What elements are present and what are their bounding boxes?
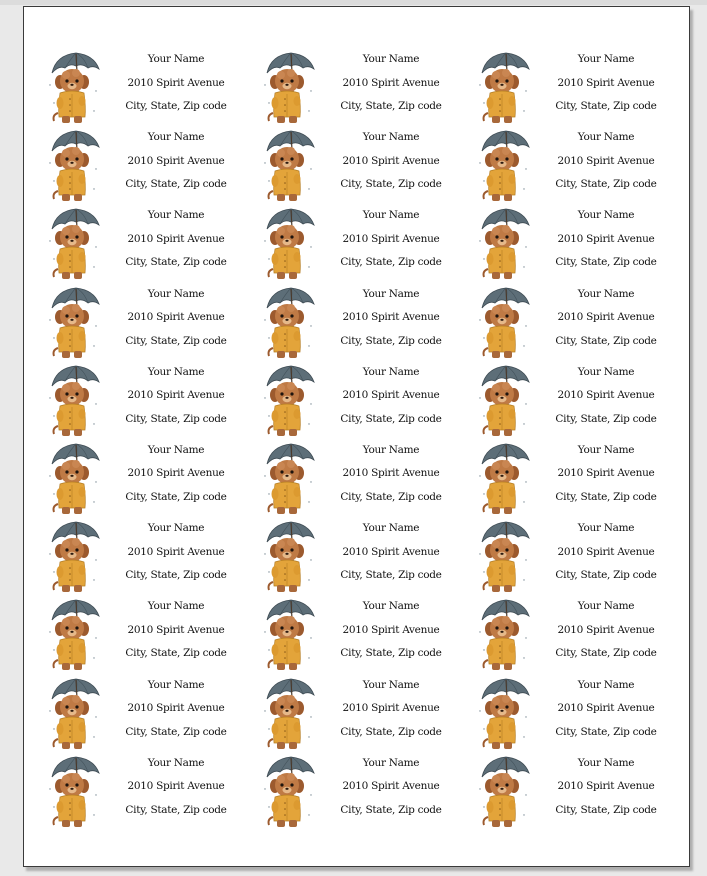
address-block (335, 282, 447, 354)
city-state-zip-line: City, State, Zip code (340, 803, 442, 816)
street-line: 2010 Spirit Avenue (342, 232, 440, 245)
bear-umbrella-icon (46, 755, 100, 829)
city-state-zip-line: City, State, Zip code (125, 412, 227, 425)
address-label[interactable] (474, 360, 689, 438)
bear-umbrella-icon (46, 129, 100, 203)
bear-umbrella-icon (46, 442, 100, 516)
name-line: Your Name (577, 287, 635, 300)
address-label[interactable] (259, 516, 474, 594)
bear-umbrella-icon (261, 286, 315, 360)
city-state-zip-line: City, State, Zip code (125, 178, 227, 191)
city-state-zip-line: City, State, Zip code (555, 803, 657, 816)
address-label[interactable] (259, 125, 474, 203)
bear-umbrella-icon (476, 51, 530, 125)
address-block (550, 751, 662, 823)
bear-umbrella-icon (46, 51, 100, 125)
city-state-zip-line: City, State, Zip code (340, 412, 442, 425)
street-line: 2010 Spirit Avenue (127, 154, 225, 167)
bear-umbrella-icon (476, 129, 530, 203)
bear-umbrella-icon (476, 364, 530, 438)
city-state-zip-line: City, State, Zip code (555, 647, 657, 660)
name-line: Your Name (147, 209, 205, 222)
city-state-zip-line: City, State, Zip code (125, 725, 227, 738)
bear-umbrella-icon (261, 129, 315, 203)
address-block (335, 438, 447, 510)
street-line: 2010 Spirit Avenue (127, 232, 225, 245)
name-line: Your Name (577, 443, 635, 456)
street-line: 2010 Spirit Avenue (127, 467, 225, 480)
street-line: 2010 Spirit Avenue (557, 780, 655, 793)
bear-umbrella-icon (476, 677, 530, 751)
address-label[interactable] (474, 673, 689, 751)
bear-umbrella-icon (46, 207, 100, 281)
name-line: Your Name (362, 53, 420, 65)
city-state-zip-line: City, State, Zip code (340, 334, 442, 347)
city-state-zip-line: City, State, Zip code (340, 490, 442, 503)
bear-umbrella-icon (261, 520, 315, 594)
address-label[interactable] (44, 47, 259, 125)
address-label[interactable] (259, 360, 474, 438)
address-block (550, 282, 662, 354)
street-line: 2010 Spirit Avenue (342, 154, 440, 167)
address-block (335, 360, 447, 432)
bear-umbrella-icon (46, 598, 100, 672)
address-block (120, 360, 232, 432)
address-label[interactable] (474, 438, 689, 516)
city-state-zip-line: City, State, Zip code (340, 178, 442, 191)
address-block (550, 516, 662, 588)
window-top-shadow (0, 0, 707, 5)
name-line: Your Name (577, 678, 635, 691)
city-state-zip-line: City, State, Zip code (340, 647, 442, 660)
address-block (120, 203, 232, 275)
address-label[interactable] (44, 438, 259, 516)
address-label[interactable] (44, 673, 259, 751)
city-state-zip-line: City, State, Zip code (555, 490, 657, 503)
street-line: 2010 Spirit Avenue (342, 545, 440, 558)
address-block (550, 594, 662, 666)
street-line: 2010 Spirit Avenue (127, 623, 225, 636)
city-state-zip-line: City, State, Zip code (340, 725, 442, 738)
street-line: 2010 Spirit Avenue (557, 545, 655, 558)
city-state-zip-line: City, State, Zip code (555, 334, 657, 347)
bear-umbrella-icon (261, 677, 315, 751)
address-block (335, 673, 447, 745)
bear-umbrella-icon (46, 677, 100, 751)
street-line: 2010 Spirit Avenue (342, 702, 440, 714)
address-block (120, 282, 232, 354)
name-line: Your Name (577, 756, 635, 769)
city-state-zip-line: City, State, Zip code (125, 334, 227, 347)
name-line: Your Name (577, 365, 635, 378)
address-label[interactable] (474, 751, 689, 829)
bear-umbrella-icon (261, 598, 315, 672)
address-block (120, 516, 232, 588)
street-line: 2010 Spirit Avenue (342, 389, 440, 402)
street-line: 2010 Spirit Avenue (342, 311, 440, 324)
address-label[interactable] (474, 203, 689, 281)
address-label[interactable] (259, 751, 474, 829)
address-block (550, 438, 662, 510)
address-label[interactable] (44, 594, 259, 672)
city-state-zip-line: City, State, Zip code (125, 490, 227, 503)
label-sheet-page (23, 6, 690, 867)
city-state-zip-line: City, State, Zip code (125, 647, 227, 660)
name-line: Your Name (577, 131, 635, 144)
bear-umbrella-icon (261, 442, 315, 516)
address-block (335, 203, 447, 275)
street-line: 2010 Spirit Avenue (127, 76, 225, 89)
address-block (120, 751, 232, 823)
address-label[interactable] (259, 203, 474, 281)
bear-umbrella-icon (476, 755, 530, 829)
city-state-zip-line: City, State, Zip code (125, 100, 227, 112)
street-line: 2010 Spirit Avenue (127, 311, 225, 324)
city-state-zip-line: City, State, Zip code (555, 256, 657, 269)
bear-umbrella-icon (261, 207, 315, 281)
city-state-zip-line: City, State, Zip code (555, 178, 657, 191)
name-line: Your Name (362, 600, 420, 613)
address-block (550, 203, 662, 275)
street-line: 2010 Spirit Avenue (342, 623, 440, 636)
label-grid (44, 47, 689, 829)
street-line: 2010 Spirit Avenue (342, 467, 440, 480)
bear-umbrella-icon (261, 364, 315, 438)
bear-umbrella-icon (476, 207, 530, 281)
bear-umbrella-icon (261, 51, 315, 125)
street-line: 2010 Spirit Avenue (342, 76, 440, 89)
address-label[interactable] (474, 282, 689, 360)
bear-umbrella-icon (476, 598, 530, 672)
name-line: Your Name (362, 209, 420, 222)
street-line: 2010 Spirit Avenue (127, 702, 225, 714)
address-block (550, 673, 662, 745)
name-line: Your Name (577, 53, 635, 65)
name-line: Your Name (147, 443, 205, 456)
address-block (335, 47, 447, 119)
name-line: Your Name (362, 522, 420, 535)
address-label[interactable] (474, 125, 689, 203)
address-label[interactable] (44, 751, 259, 829)
address-block (120, 594, 232, 666)
bear-umbrella-icon (476, 442, 530, 516)
bear-umbrella-icon (476, 286, 530, 360)
address-block (335, 594, 447, 666)
address-block (550, 47, 662, 119)
address-label[interactable] (259, 594, 474, 672)
name-line: Your Name (577, 522, 635, 535)
name-line: Your Name (577, 600, 635, 613)
city-state-zip-line: City, State, Zip code (555, 100, 657, 112)
address-label[interactable] (259, 282, 474, 360)
street-line: 2010 Spirit Avenue (557, 232, 655, 245)
address-block (120, 673, 232, 745)
street-line: 2010 Spirit Avenue (342, 780, 440, 793)
name-line: Your Name (362, 443, 420, 456)
address-block (335, 125, 447, 197)
name-line: Your Name (362, 287, 420, 300)
address-label[interactable] (44, 360, 259, 438)
address-block (550, 360, 662, 432)
street-line: 2010 Spirit Avenue (127, 389, 225, 402)
address-label[interactable] (259, 438, 474, 516)
city-state-zip-line: City, State, Zip code (555, 569, 657, 582)
address-block (335, 751, 447, 823)
name-line: Your Name (147, 600, 205, 613)
bear-umbrella-icon (261, 755, 315, 829)
street-line: 2010 Spirit Avenue (557, 702, 655, 714)
street-line: 2010 Spirit Avenue (557, 467, 655, 480)
address-label[interactable] (474, 47, 689, 125)
city-state-zip-line: City, State, Zip code (340, 100, 442, 112)
city-state-zip-line: City, State, Zip code (340, 569, 442, 582)
name-line: Your Name (147, 756, 205, 769)
name-line: Your Name (577, 209, 635, 222)
city-state-zip-line: City, State, Zip code (340, 256, 442, 269)
address-label[interactable] (44, 282, 259, 360)
street-line: 2010 Spirit Avenue (557, 389, 655, 402)
address-block (335, 516, 447, 588)
address-label[interactable] (44, 516, 259, 594)
street-line: 2010 Spirit Avenue (557, 623, 655, 636)
bear-umbrella-icon (476, 520, 530, 594)
name-line: Your Name (362, 756, 420, 769)
city-state-zip-line: City, State, Zip code (555, 412, 657, 425)
street-line: 2010 Spirit Avenue (557, 76, 655, 89)
name-line: Your Name (362, 131, 420, 144)
city-state-zip-line: City, State, Zip code (125, 803, 227, 816)
street-line: 2010 Spirit Avenue (127, 780, 225, 793)
name-line: Your Name (362, 678, 420, 691)
street-line: 2010 Spirit Avenue (557, 154, 655, 167)
address-block (120, 438, 232, 510)
bear-umbrella-icon (46, 286, 100, 360)
name-line: Your Name (147, 287, 205, 300)
street-line: 2010 Spirit Avenue (557, 311, 655, 324)
name-line: Your Name (147, 131, 205, 144)
city-state-zip-line: City, State, Zip code (125, 256, 227, 269)
name-line: Your Name (147, 365, 205, 378)
address-label[interactable] (259, 673, 474, 751)
address-label[interactable] (474, 594, 689, 672)
city-state-zip-line: City, State, Zip code (125, 569, 227, 582)
city-state-zip-line: City, State, Zip code (555, 725, 657, 738)
name-line: Your Name (147, 522, 205, 535)
address-block (120, 125, 232, 197)
street-line: 2010 Spirit Avenue (127, 545, 225, 558)
address-label[interactable] (474, 516, 689, 594)
address-label[interactable] (259, 47, 474, 125)
address-block (120, 47, 232, 119)
name-line: Your Name (362, 365, 420, 378)
address-block (550, 125, 662, 197)
address-label[interactable] (44, 203, 259, 281)
bear-umbrella-icon (46, 520, 100, 594)
name-line: Your Name (147, 678, 205, 691)
address-label[interactable] (44, 125, 259, 203)
bear-umbrella-icon (46, 364, 100, 438)
name-line: Your Name (147, 53, 205, 65)
